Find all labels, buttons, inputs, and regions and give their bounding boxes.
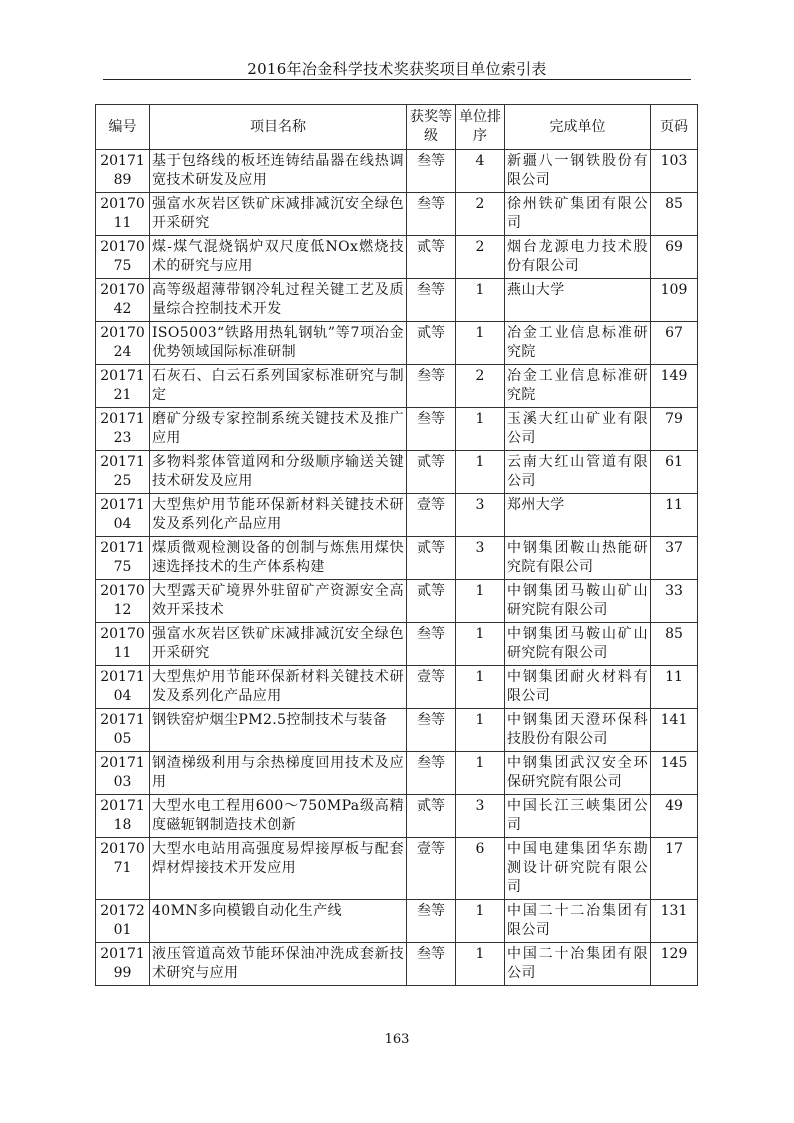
project-name-cell: 多物料浆体管道网和分级顺序输送关键技术研发及应用 (150, 451, 407, 494)
project-id-cell: 2017104 (96, 494, 150, 537)
project-name-cell: 大型水电站用高强度易焊接厚板与配套焊材焊接技术开发应用 (150, 838, 407, 900)
project-id-cell: 2017104 (96, 666, 150, 709)
award-level-cell: 贰等 (407, 451, 456, 494)
column-header-rank: 单位排序 (456, 105, 505, 150)
award-index-table (95, 104, 698, 986)
project-name-cell: 强富水灰岩区铁矿床减排减沉安全绿色开采研究 (150, 623, 407, 666)
completing-unit-cell: 冶金工业信息标准研究院 (505, 365, 651, 408)
project-id-cell: 2017075 (96, 236, 150, 279)
unit-rank-cell: 3 (456, 795, 505, 838)
header-rule (103, 79, 691, 80)
completing-unit-cell: 中国电建集团华东勘测设计研究院有限公司 (505, 838, 651, 900)
unit-rank-cell: 2 (456, 236, 505, 279)
completing-unit-cell: 中钢集团马鞍山矿山研究院有限公司 (505, 623, 651, 666)
completing-unit-cell: 云南大红山管道有限公司 (505, 451, 651, 494)
award-level-cell: 叁等 (407, 623, 456, 666)
completing-unit-cell: 中国二十冶集团有限公司 (505, 943, 651, 986)
page-ref-cell: 103 (651, 150, 698, 193)
project-id-cell: 2017012 (96, 580, 150, 623)
page-ref-cell: 49 (651, 795, 698, 838)
project-id-cell: 2017103 (96, 752, 150, 795)
project-id-cell: 2017105 (96, 709, 150, 752)
column-header-unit: 完成单位 (505, 105, 651, 150)
page-ref-cell: 85 (651, 623, 698, 666)
project-name-cell: 磨矿分级专家控制系统关键技术及推广应用 (150, 408, 407, 451)
page-ref-cell: 149 (651, 365, 698, 408)
project-name-cell: 强富水灰岩区铁矿床减排减沉安全绿色开采研究 (150, 193, 407, 236)
completing-unit-cell: 燕山大学 (505, 279, 651, 322)
unit-rank-cell: 1 (456, 900, 505, 943)
project-name-cell: ISO5003“铁路用热轧钢轨”等7项冶金优势领域国际标准研制 (150, 322, 407, 365)
column-header-id: 编号 (96, 105, 150, 150)
award-level-cell: 叁等 (407, 752, 456, 795)
project-id-cell: 2017042 (96, 279, 150, 322)
project-id-cell: 2017175 (96, 537, 150, 580)
page-ref-cell: 33 (651, 580, 698, 623)
table-row (96, 236, 698, 279)
award-level-cell: 叁等 (407, 408, 456, 451)
award-level-cell: 壹等 (407, 838, 456, 900)
table-row (96, 279, 698, 322)
project-name-cell: 液压管道高效节能环保油冲洗成套新技术研究与应用 (150, 943, 407, 986)
page-ref-cell: 61 (651, 451, 698, 494)
project-name-cell: 钢铁窑炉烟尘PM2.5控制技术与装备 (150, 709, 407, 752)
project-name-cell: 大型水电工程用600～750MPa级高精度磁轭钢制造技术创新 (150, 795, 407, 838)
project-name-cell: 煤-煤气混烧锅炉双尺度低NOx燃烧技术的研究与应用 (150, 236, 407, 279)
page-ref-cell: 129 (651, 943, 698, 986)
project-id-cell: 2017189 (96, 150, 150, 193)
award-level-cell: 壹等 (407, 666, 456, 709)
unit-rank-cell: 4 (456, 150, 505, 193)
award-level-cell: 叁等 (407, 193, 456, 236)
unit-rank-cell: 2 (456, 193, 505, 236)
unit-rank-cell: 1 (456, 666, 505, 709)
project-id-cell: 2017071 (96, 838, 150, 900)
table-row (96, 322, 698, 365)
table-header-row (96, 105, 698, 150)
project-id-cell: 2017125 (96, 451, 150, 494)
table-row (96, 580, 698, 623)
project-id-cell: 2017199 (96, 943, 150, 986)
award-level-cell: 贰等 (407, 537, 456, 580)
unit-rank-cell: 3 (456, 537, 505, 580)
table-row (96, 900, 698, 943)
completing-unit-cell: 中钢集团鞍山热能研究院有限公司 (505, 537, 651, 580)
award-level-cell: 贰等 (407, 795, 456, 838)
award-level-cell: 贰等 (407, 322, 456, 365)
project-name-cell: 煤质微观检测设备的创制与炼焦用煤快速选择技术的生产体系构建 (150, 537, 407, 580)
award-level-cell: 叁等 (407, 150, 456, 193)
table-row (96, 943, 698, 986)
project-id-cell: 2017123 (96, 408, 150, 451)
table-row (96, 709, 698, 752)
project-name-cell: 石灰石、白云石系列国家标准研究与制定 (150, 365, 407, 408)
page-ref-cell: 145 (651, 752, 698, 795)
table-row (96, 838, 698, 900)
project-id-cell: 2017011 (96, 193, 150, 236)
page-ref-cell: 11 (651, 494, 698, 537)
page-header-title: 2016年冶金科学技术奖获奖项目单位索引表 (247, 60, 547, 78)
project-name-cell: 大型露天矿境界外驻留矿产资源安全高效开采技术 (150, 580, 407, 623)
award-level-cell: 叁等 (407, 943, 456, 986)
completing-unit-cell: 徐州铁矿集团有限公司 (505, 193, 651, 236)
completing-unit-cell: 新疆八一钢铁股份有限公司 (505, 150, 651, 193)
page-ref-cell: 85 (651, 193, 698, 236)
unit-rank-cell: 1 (456, 752, 505, 795)
table-row (96, 537, 698, 580)
page-ref-cell: 141 (651, 709, 698, 752)
table-row (96, 451, 698, 494)
award-level-cell: 叁等 (407, 365, 456, 408)
project-id-cell: 2017024 (96, 322, 150, 365)
award-level-cell: 叁等 (407, 279, 456, 322)
table-row (96, 666, 698, 709)
page-ref-cell: 11 (651, 666, 698, 709)
table-row (96, 408, 698, 451)
award-level-cell: 贰等 (407, 580, 456, 623)
completing-unit-cell: 中国二十二冶集团有限公司 (505, 900, 651, 943)
unit-rank-cell: 1 (456, 279, 505, 322)
unit-rank-cell: 1 (456, 709, 505, 752)
award-level-cell: 叁等 (407, 900, 456, 943)
page-ref-cell: 109 (651, 279, 698, 322)
table-row (96, 623, 698, 666)
project-name-cell: 高等级超薄带钢冷轧过程关键工艺及质量综合控制技术开发 (150, 279, 407, 322)
page-ref-cell: 79 (651, 408, 698, 451)
table-row (96, 752, 698, 795)
completing-unit-cell: 中钢集团耐火材料有限公司 (505, 666, 651, 709)
page-number: 163 (384, 1032, 410, 1047)
page-ref-cell: 17 (651, 838, 698, 900)
project-name-cell: 大型焦炉用节能环保新材料关键技术研发及系列化产品应用 (150, 494, 407, 537)
page-ref-cell: 69 (651, 236, 698, 279)
project-id-cell: 2017118 (96, 795, 150, 838)
project-name-cell: 大型焦炉用节能环保新材料关键技术研发及系列化产品应用 (150, 666, 407, 709)
project-name-cell: 基于包络线的板坯连铸结晶器在线热调宽技术研发及应用 (150, 150, 407, 193)
award-level-cell: 壹等 (407, 494, 456, 537)
completing-unit-cell: 中国长江三峡集团公司 (505, 795, 651, 838)
table-row (96, 193, 698, 236)
completing-unit-cell: 烟台龙源电力技术股份有限公司 (505, 236, 651, 279)
page-ref-cell: 37 (651, 537, 698, 580)
unit-rank-cell: 1 (456, 943, 505, 986)
table-row (96, 795, 698, 838)
page-ref-cell: 67 (651, 322, 698, 365)
project-id-cell: 2017201 (96, 900, 150, 943)
unit-rank-cell: 1 (456, 322, 505, 365)
page-ref-cell: 131 (651, 900, 698, 943)
completing-unit-cell: 玉溪大红山矿业有限公司 (505, 408, 651, 451)
unit-rank-cell: 1 (456, 451, 505, 494)
unit-rank-cell: 6 (456, 838, 505, 900)
table-row (96, 365, 698, 408)
project-name-cell: 40MN多向模锻自动化生产线 (150, 900, 407, 943)
award-level-cell: 叁等 (407, 709, 456, 752)
column-header-level: 获奖等级 (407, 105, 456, 150)
unit-rank-cell: 1 (456, 623, 505, 666)
unit-rank-cell: 1 (456, 408, 505, 451)
completing-unit-cell: 中钢集团马鞍山矿山研究院有限公司 (505, 580, 651, 623)
project-id-cell: 2017011 (96, 623, 150, 666)
completing-unit-cell: 冶金工业信息标准研究院 (505, 322, 651, 365)
table-row (96, 494, 698, 537)
completing-unit-cell: 中钢集团天澄环保科技股份有限公司 (505, 709, 651, 752)
unit-rank-cell: 3 (456, 494, 505, 537)
project-id-cell: 2017121 (96, 365, 150, 408)
award-level-cell: 贰等 (407, 236, 456, 279)
completing-unit-cell: 中钢集团武汉安全环保研究院有限公司 (505, 752, 651, 795)
column-header-page: 页码 (651, 105, 698, 150)
table-row (96, 150, 698, 193)
project-name-cell: 钢渣梯级利用与余热梯度回用技术及应用 (150, 752, 407, 795)
table-body (96, 150, 698, 986)
column-header-name: 项目名称 (150, 105, 407, 150)
completing-unit-cell: 郑州大学 (505, 494, 651, 537)
unit-rank-cell: 2 (456, 365, 505, 408)
unit-rank-cell: 1 (456, 580, 505, 623)
